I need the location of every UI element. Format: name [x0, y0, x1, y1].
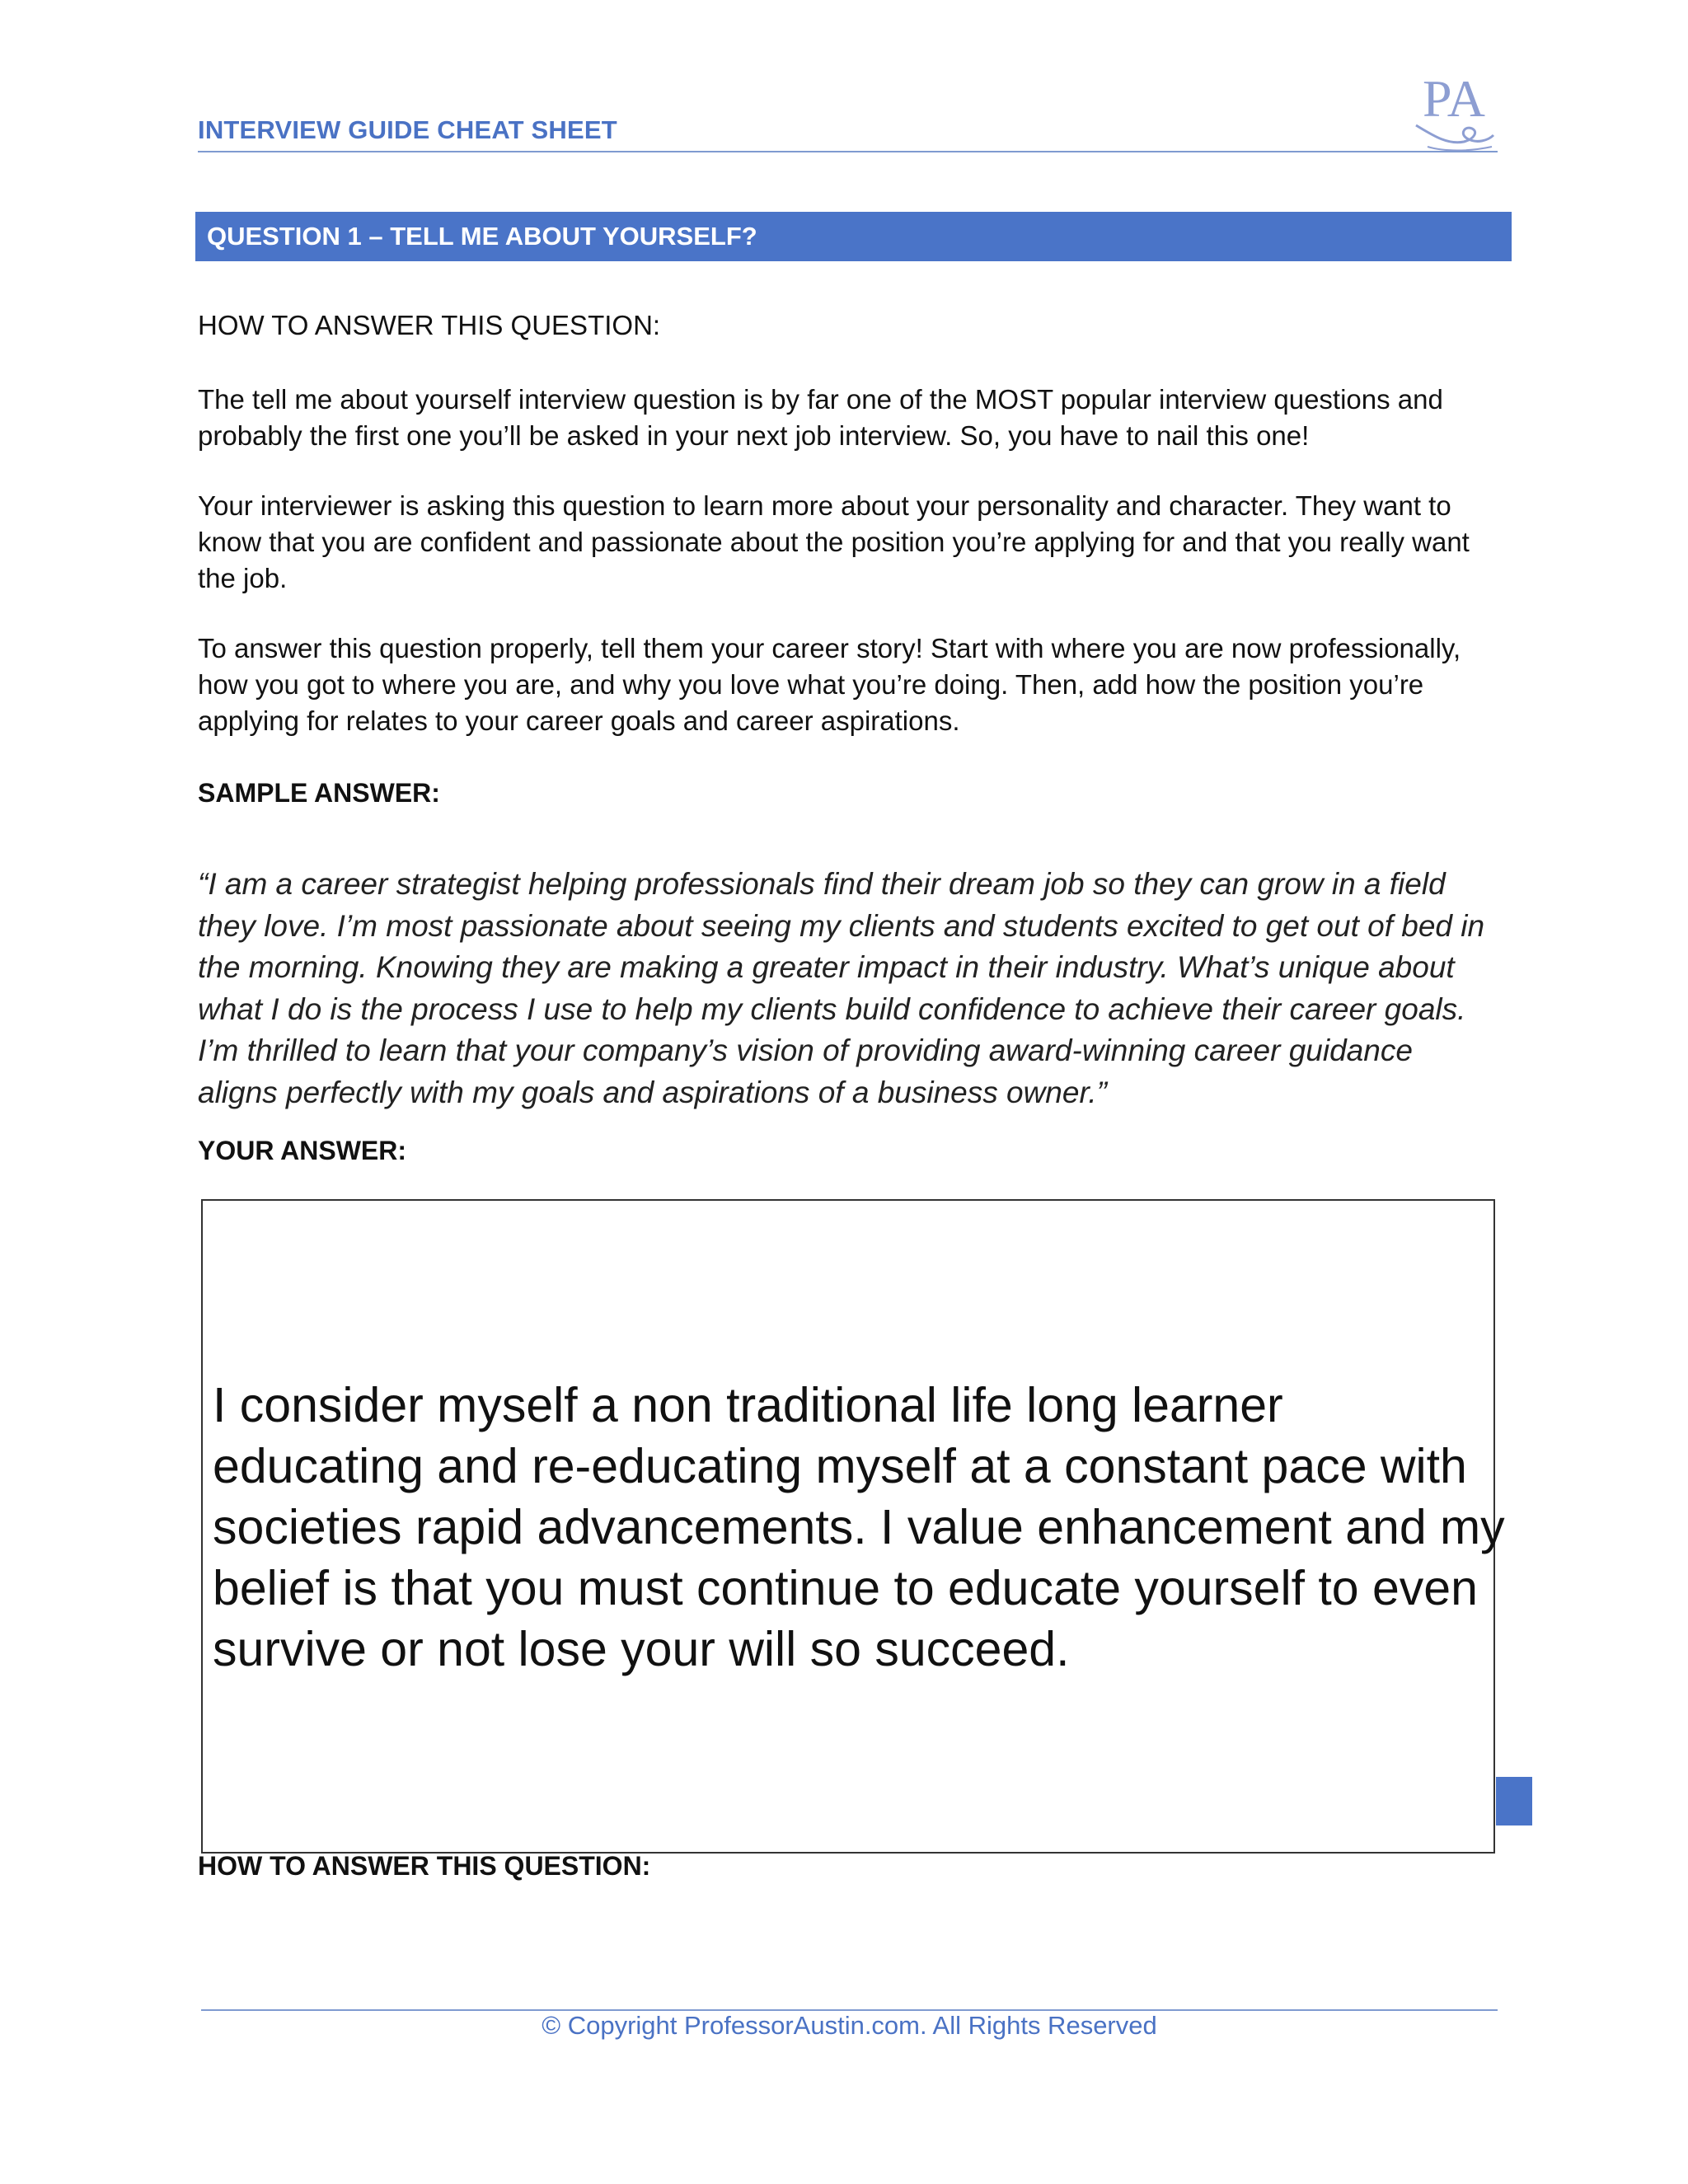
- how-to-paragraph-2: Your interviewer is asking this question to learn more about your personality and character. They want to know that you are confident and passionate about the position you’re applying for and that you really want the job.: [198, 490, 1470, 593]
- header-divider: [198, 151, 1498, 152]
- question-banner-edge: [1496, 1777, 1532, 1825]
- your-answer-label: YOUR ANSWER:: [198, 1136, 407, 1165]
- sample-answer-label: SAMPLE ANSWER:: [198, 778, 440, 808]
- footer-copyright: © Copyright ProfessorAustin.com. All Rights Reserved: [542, 2011, 1157, 2040]
- how-to-paragraph-3: To answer this question properly, tell them your career story! Start with where you are now professionally, how you got to where you are, and why you love what you’re doing. Then, add how the position you’re applying for relates to your career goals and career aspirations.: [198, 633, 1461, 736]
- your-answer-text[interactable]: I consider myself a non traditional life long learner educating and re-educating myself at a constant pace with societies rapid advancements. I value enhancement and my belief is that you must continue to educate yourself to even survive or not lose your will so succeed.: [213, 1378, 1505, 1676]
- how-to-paragraph-1: The tell me about yourself interview question is by far one of the MOST popular interview questions and probably the first one you’ll be asked in your next job interview. So, you have to nail this one!: [198, 384, 1443, 451]
- header-title: INTERVIEW GUIDE CHEAT SHEET: [198, 115, 617, 144]
- pa-logo: [1411, 66, 1497, 155]
- next-how-to-heading: HOW TO ANSWER THIS QUESTION:: [198, 1851, 651, 1881]
- how-to-heading: HOW TO ANSWER THIS QUESTION:: [198, 310, 661, 340]
- logo-text: PA: [1423, 69, 1485, 128]
- question-banner: [195, 212, 1512, 261]
- question-title: QUESTION 1 – TELL ME ABOUT YOURSELF?: [207, 222, 757, 251]
- logo-swash-icon: [1411, 117, 1497, 155]
- sample-answer-text: “I am a career strategist helping professionals find their dream job so they can grow in a field they love. I’m most passionate about seeing my clients and students excited to get out of bed in the morning. Knowing they are making a greater impact in their industry. What’s unique about what I do is the process I use to help my clients build confidence to achieve their career goals. I’m thrilled to learn that your company’s vision of providing award-winning career guidance aligns perfectly with my goals and aspirations of a business owner.”: [198, 867, 1485, 1109]
